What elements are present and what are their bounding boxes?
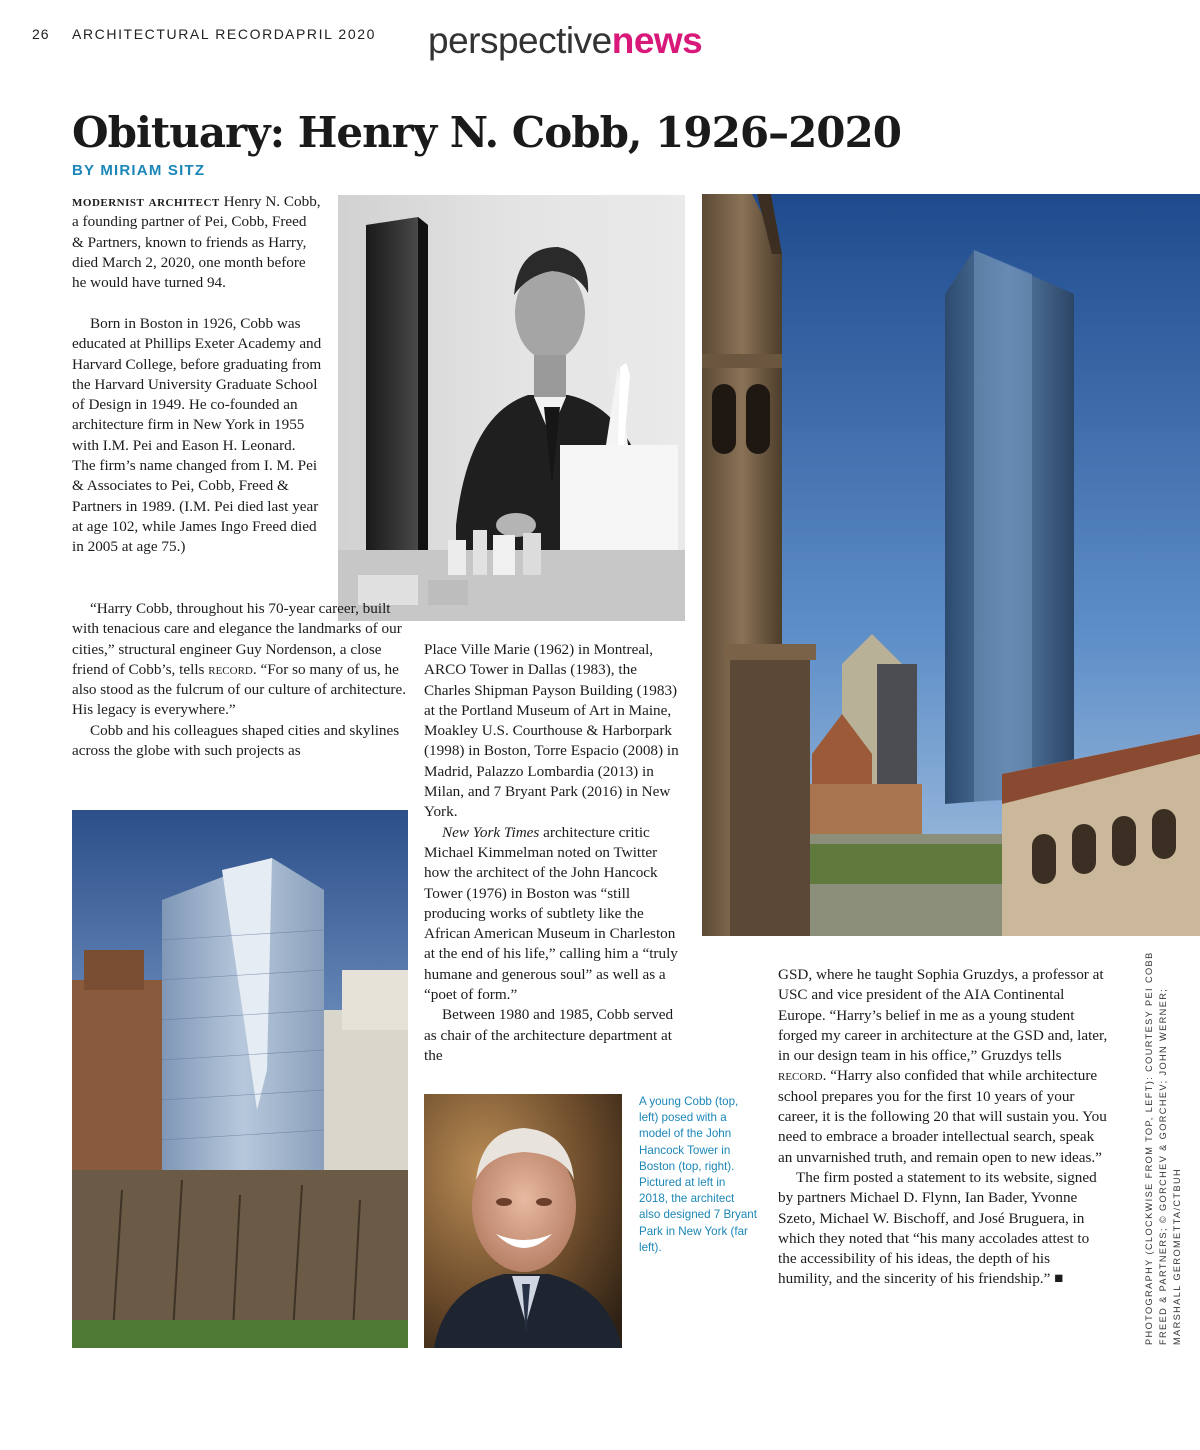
paragraph: Between 1980 and 1985, Cobb served as chair of the architecture department at the bbox=[424, 1006, 674, 1064]
magazine-name: ARCHITECTURAL RECORD bbox=[72, 26, 286, 42]
paragraph bbox=[72, 599, 407, 721]
paragraph-text: GSD, where he taught Sophia Gruzdys, a professor at USC and vice president of the AIA Continental Europe. “Harry’s belief in me as a young student forged my career in architecture at the GSD and, later, in our design team in his office,” Gruzdys tells bbox=[778, 966, 1108, 1065]
paragraph-text: The firm posted a statement to its website, signed by partners Michael D. Flynn, Ian Bader, Yvonne Szeto, Michael W. Bischoff, and José Bruguera, in which they noted that “his many accolades attest to the accessibility of his ideas, the depth of his humility, and the sincerity of his friendship.” bbox=[778, 1168, 1097, 1288]
paragraph-text: . “Harry also confided that while architecture school prepares you for the first 10 years of your career, it is the following 20 that will sustain you. You need to embrace a broader intellectual search, speak an unvarnished truth, and remain open to new ideas.” bbox=[778, 1067, 1107, 1166]
paragraph bbox=[778, 965, 1108, 1168]
section-title bbox=[428, 22, 702, 59]
issue-date: APRIL 2020 bbox=[285, 26, 376, 42]
photo-john-hancock-tower bbox=[702, 194, 1200, 936]
lead-in: modernist architect bbox=[72, 193, 220, 210]
article-column-2 bbox=[424, 640, 686, 1066]
paragraph: Cobb and his colleagues shaped cities and skylines across the globe with such projects as bbox=[72, 721, 400, 760]
photo-credit-text: PHOTOGRAPHY (CLOCKWISE FROM TOP, LEFT): COURTESY PEI COBB FREED & PARTNERS; © GORCHEV & GORCHEV; JOHN WERNER; MARSHALL GEROMETTA/CTBUH bbox=[1144, 951, 1182, 1345]
photo-credit bbox=[1142, 925, 1184, 1345]
record-mention: record bbox=[208, 660, 253, 678]
section-title-bold: news bbox=[611, 20, 703, 61]
paragraph: Place Ville Marie (1962) in Montreal, ARCO Tower in Dallas (1983), the Charles Shipman Payson Building (1983) at the Portland Museum of Art in Maine, Moakley U.S. Courthouse & Harborpark (1998) in Boston, Torre Espacio (2008) in Madrid, Palazzo Lombardia (2013) in Milan, and 7 Bryant Park (2016) in New York. bbox=[424, 641, 679, 821]
article-column-3 bbox=[778, 965, 1108, 1290]
end-mark-icon: ■ bbox=[1054, 1270, 1064, 1288]
paragraph bbox=[424, 823, 686, 1006]
section-title-light: perspective bbox=[428, 20, 612, 61]
paragraph bbox=[72, 192, 322, 293]
article-column-1 bbox=[72, 192, 322, 293]
article-column-1-wide bbox=[72, 599, 407, 761]
photo-cobb-2018-portrait bbox=[424, 1094, 622, 1348]
byline: BY MIRIAM SITZ bbox=[72, 162, 206, 179]
photo-caption: A young Cobb (top, left) posed with a model of the John Hancock Tower in Boston (top, right). Pictured at left in 2018, the architect also designed 7 Bryant Park in New York (far left). bbox=[639, 1095, 757, 1254]
paragraph-text: . “For so many of us, he also stood as the fulcrum of our culture of architecture. His legacy is everywhere.” bbox=[72, 660, 407, 719]
page-number: 26 bbox=[32, 26, 50, 42]
publication-name: New York Times bbox=[442, 823, 540, 841]
paragraph-text: Henry N. Cobb, a founding partner of Pei, Cobb, Freed & Partners, known to friends as Harry, died March 2, 2020, one month before he would have turned 94. bbox=[72, 193, 321, 292]
paragraph: Born in Boston in 1926, Cobb was educated at Phillips Exeter Academy and Harvard College, before graduating from the Harvard University Graduate School of Design in 1949. He co-founded an architecture firm in New York in 1955 with I.M. Pei and Eason H. Leonard. The firm’s name changed from I. M. Pei & Associates to Pei, Cobb, Freed & Partners in 1989. (I.M. Pei died last year at age 102, while James Ingo Freed died in 2005 at age 75.) bbox=[72, 315, 322, 556]
photo-young-cobb-with-model bbox=[338, 195, 685, 621]
headline: Obituary: Henry N. Cobb, 1926–2020 bbox=[72, 108, 901, 157]
record-mention: record bbox=[778, 1067, 823, 1085]
paragraph bbox=[778, 1168, 1108, 1290]
article-column-1-narrow bbox=[72, 314, 322, 558]
paragraph-text: “Harry Cobb, throughout his 70-year career, built with tenacious care and elegance the landmarks of our cities,” structural engineer Guy Nordenson, a close friend of Cobb’s, tells bbox=[72, 600, 402, 678]
paragraph-text: architecture critic Michael Kimmelman noted on Twitter how the architect of the John Hancock Tower (1976) in Boston was “still producing works of subtlety like the African American Museum in Charleston at the end of his life,” calling him a “truly humane and generous soul” as well as a “poet of form.” bbox=[424, 823, 678, 1004]
photo-7-bryant-park bbox=[72, 810, 408, 1348]
